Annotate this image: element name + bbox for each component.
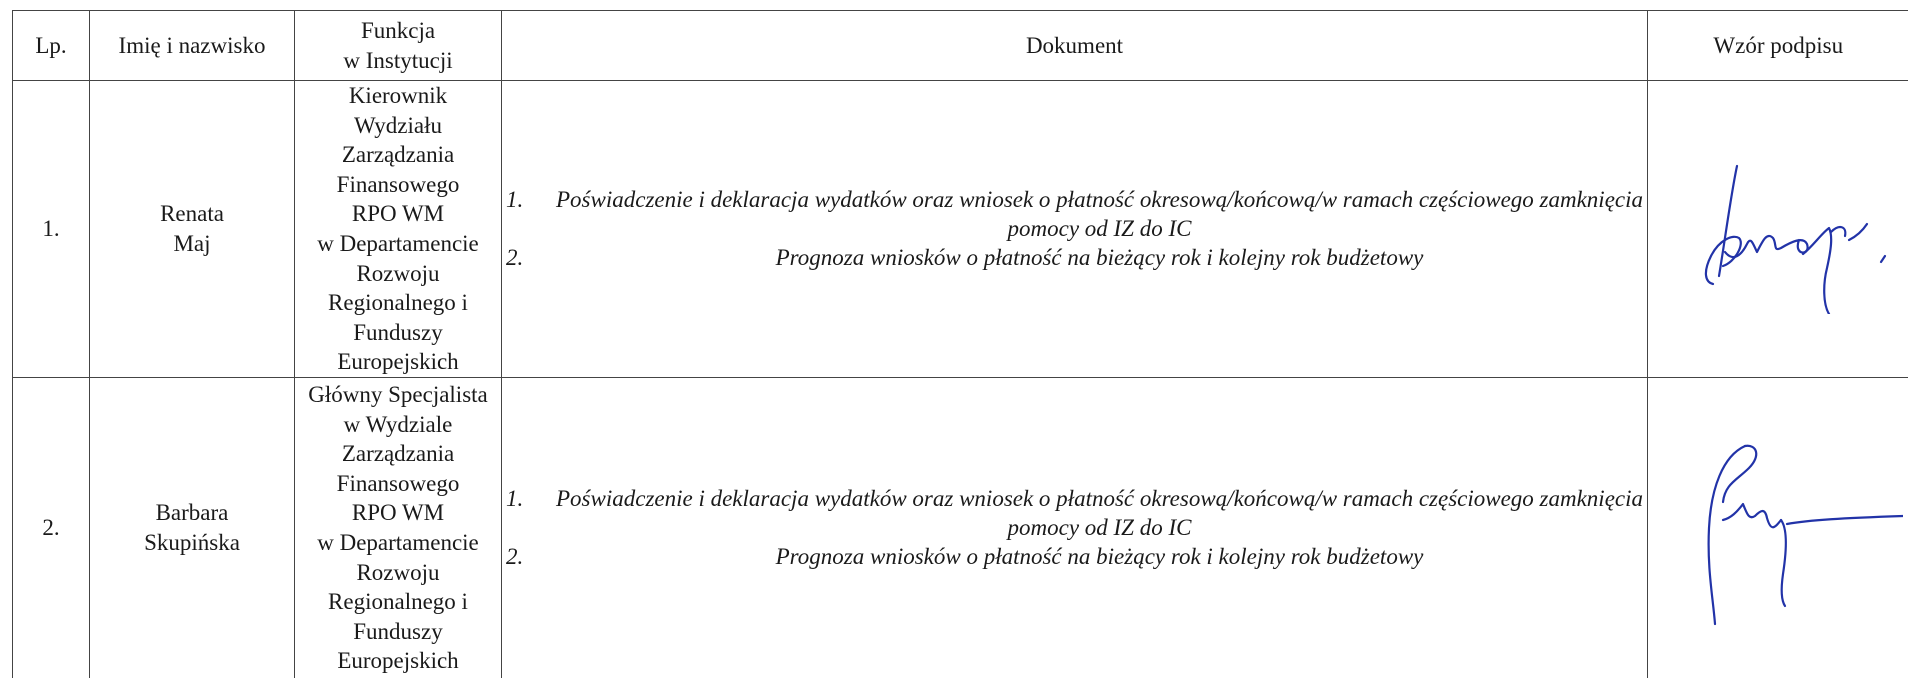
signature-cell [1648,377,1908,678]
header-lp: Lp. [13,11,90,81]
header-function: Funkcja w Instytucji [295,11,502,81]
document-item-text: Prognoza wniosków o płatność na bieżący rok i kolejny rok budżetowy [776,245,1424,270]
header-document: Dokument [502,11,1648,81]
header-signature: Wzór podpisu [1648,11,1908,81]
document-cell [502,377,1648,678]
document-item-number: 1. [506,484,523,513]
signature-specimen-sheet [12,10,1908,676]
table-row [13,377,1908,678]
handwritten-signature-renata-maj [1653,144,1903,314]
person-name: Renata Maj [90,81,295,378]
signature-table [12,10,1908,678]
signature-cell [1648,81,1908,378]
handwritten-signature-barbara-skupinska [1653,428,1903,628]
document-item [506,542,1643,571]
document-list [506,484,1643,571]
person-function: Kierownik Wydziału Zarządzania Finansowego RPO WM w Departamencie Rozwoju Regionalnego i Funduszy Europejskich [295,81,502,378]
document-list [506,185,1643,272]
document-cell [502,81,1648,378]
person-function: Główny Specjalista w Wydziale Zarządzania Finansowego RPO WM w Departamencie Rozwoju Regionalnego i Funduszy Europejskich [295,377,502,678]
person-name: Barbara Skupińska [90,377,295,678]
document-item-number: 2. [506,243,523,272]
document-item-text: Poświadczenie i deklaracja wydatków oraz wniosek o płatność okresową/końcową/w ramach częściowego zamknięcia pomocy od IZ do IC [556,187,1643,241]
row-number: 2. [13,377,90,678]
document-item [506,243,1643,272]
document-item [506,185,1643,243]
document-item [506,484,1643,542]
document-item-text: Prognoza wniosków o płatność na bieżący rok i kolejny rok budżetowy [776,544,1424,569]
document-item-text: Poświadczenie i deklaracja wydatków oraz wniosek o płatność okresową/końcową/w ramach częściowego zamknięcia pomocy od IZ do IC [556,486,1643,540]
document-item-number: 2. [506,542,523,571]
document-item-number: 1. [506,185,523,214]
table-header-row [13,11,1908,81]
table-row [13,81,1908,378]
header-name: Imię i nazwisko [90,11,295,81]
row-number: 1. [13,81,90,378]
